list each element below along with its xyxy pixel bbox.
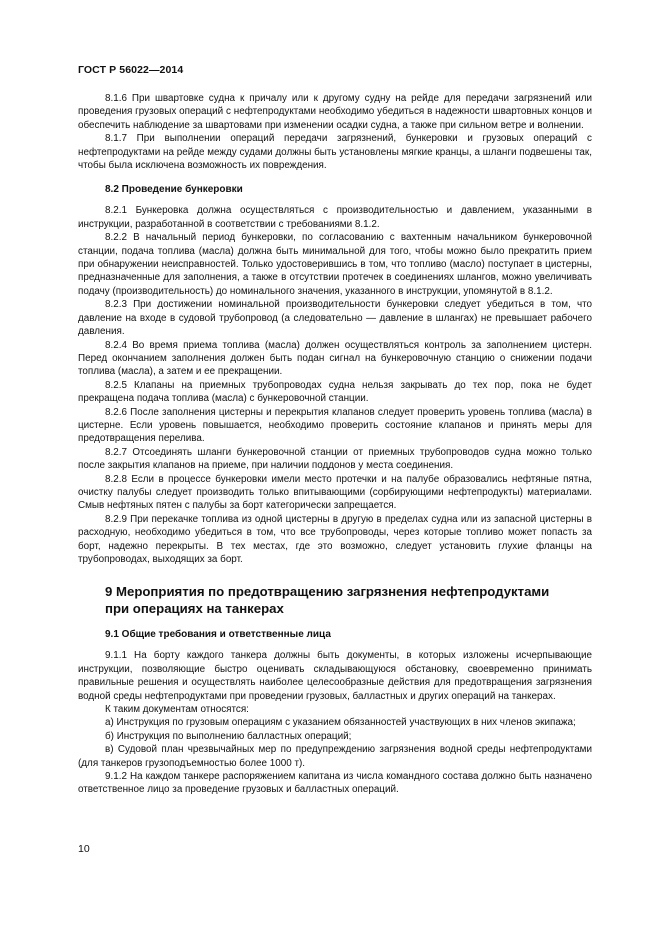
page-number: 10 (78, 843, 90, 855)
document-body (78, 92, 592, 797)
paragraph-8-1-7: 8.1.7 При выполнении операций передачи загрязнений, бункеровки и грузовых операций с нефтепродуктами на рейде между судами должны быть установлены мягкие кранцы, а шланги подвешены так, чтобы была исключена возможность их повреждения. (78, 133, 592, 172)
paragraph-8-2-3: 8.2.3 При достижении номинальной производительности бункеровки следует убедиться в том, что давление на входе в судовой трубопровод (а следовательно — давление в шлангах) не превышает рабочего давления. (78, 299, 592, 338)
paragraph-documents-intro: К таким документам относятся: (105, 704, 249, 716)
paragraph-8-1-6: 8.1.6 При швартовке судна к причалу или к другому судну на рейде для передачи загрязнений или проведения грузовых операций с нефтепродуктами необходимо убедиться в надежности швартовных концов и обеспечить наблюдение за швартовами при изменении осадки судна, а также при сильном ветре и волнении. (78, 93, 592, 131)
subsection-heading-9-1: 9.1 Общие требования и ответственные лица (105, 629, 331, 641)
document-header: ГОСТ Р 56022—2014 (78, 64, 184, 76)
paragraph-8-2-9: 8.2.9 При перекачке топлива из одной цистерны в другую в пределах судна или из запасной цистерны в расходную, необходимо убедиться в том, что все трубопроводы, через которые топливо может попасть за борт, надежно перекрыты. В тех местах, где это возможно, следует установить глухие фланцы на трубопроводах, выходящих за борт. (78, 513, 592, 565)
list-item-b: б) Инструкция по выполнению балластных операций; (105, 730, 352, 742)
paragraph-9-1-1: 9.1.1 На борту каждого танкера должны быть документы, в которых изложены исчерпывающие инструкции, позволяющие быстро оценивать складывающуюся обстановку, своевременно принимать правильные решения и осуществлять наиболее целесообразные действия для предотвращения загрязнения водной среды нефтепродуктами при проведении грузовых, балластных и других операций на танкерах. (78, 650, 592, 702)
paragraph-9-1-2: 9.1.2 На каждом танкере распоряжением капитана из числа командного состава должно быть назначено ответственное лицо за проведение грузовых и балластных операций. (78, 771, 592, 796)
paragraph-8-2-4: 8.2.4 Во время приема топлива (масла) должен осуществляться контроль за заполнением цистерн. Перед окончанием заполнения должен быть подан сигнал на бункеровочную станцию о снижении подачи топлива (масла), а затем и ее прекращении. (78, 339, 592, 378)
paragraph-8-2-7: 8.2.7 Отсоединять шланги бункеровочной станции от приемных трубопроводов судна можно только после закрытия клапанов на приеме, при наличии поддонов у места соединения. (78, 446, 592, 472)
paragraph-8-2-2: 8.2.2 В начальный период бункеровки, по согласованию с вахтенным начальником бункеровочной станции, подача топлива (масла) должна быть минимальной для того, чтобы можно было прекратить прием при обнаружении неисправностей. Только удостоверившись в том, что топливо (масло) поступает в цистерны, предназначенные для заполнения, а также в отсутствии протечек в соединениях шлангов, можно увеличивать подачу (производительность) до номинального значения, указанного в инструкции, упомянутой в 8.1.2. (78, 232, 592, 297)
paragraph-8-2-8: 8.2.8 Если в процессе бункеровки имели место протечки и на палубе образовались нефтяные пятна, очистку палубы следует производить только впитывающими (сорбирующими нефтепродукты) материалами. Смыв нефтяных пятен с палубы за борт категорически запрещается. (78, 473, 592, 512)
paragraph-8-2-6: 8.2.6 После заполнения цистерны и перекрытия клапанов следует проверить уровень топлива (масла) в цистерне. Если уровень повышается, необходимо проверить состояние клапанов и принять меры для предотвращения перелива. (78, 406, 592, 445)
section-heading-9 (105, 584, 592, 617)
paragraph-8-2-5: 8.2.5 Клапаны на приемных трубопроводах судна нельзя закрывать до тех пор, пока не будет прекращена подача топлива (масла) с бункеровочной станции. (78, 379, 592, 405)
paragraph-8-2-1: 8.2.1 Бункеровка должна осуществляться с производительностью и давлением, указанными в инструкции, разработанной в соответствии с требованиями 8.1.2. (78, 205, 592, 230)
section-heading-9-line1: 9 Мероприятия по предотвращению загрязнения нефтепродуктами (105, 584, 550, 600)
section-heading-9-line2: при операциях на танкерах (105, 600, 284, 616)
list-item-a: а) Инструкция по грузовым операциям с указанием обязанностей участвующих в них членов экипажа; (105, 717, 576, 729)
list-item-c: в) Судовой план чрезвычайных мер по предупреждению загрязнения водной среды нефтепродуктами (для танкеров грузоподъемностью более 1000 т). (78, 744, 592, 769)
subsection-heading-8-2: 8.2 Проведение бункеровки (105, 184, 243, 196)
